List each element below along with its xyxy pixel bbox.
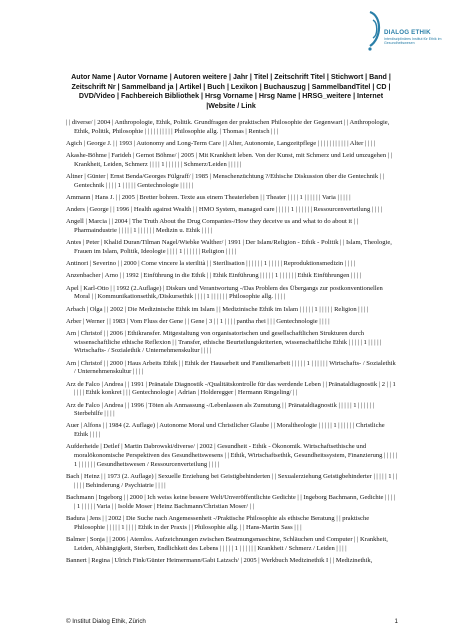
list-item: Apel | Karl-Otto | | 1992 (2.Auflage) | Diskurs und Verantwortung -/Das Problem des Übergangs zur postkonventionellen Moral | | Kommunikationsethik,/Diskursethik | | | | 1 | | | | | | Philosophie allg. | | | | — [66, 284, 383, 301]
dialog-ethik-logo-icon — [366, 8, 384, 52]
list-item: Anders | George | | 1996 | Health against Wealth | | HMO System, managed care | | | | | 1 | | | | | | Ressourcenverteilung | | | | — [66, 206, 383, 214]
list-item: Arn | Christof | | 2000 | Haus Arbeits Ethik | | Ethik der Hausarbeit und Familienarbeit | | | | | 1 | | | | | | Wirtschafts- / Sozialethik / Unternehmenskultur | | | | — [66, 359, 396, 376]
list-item: Balmer | Sonja | | 2006 | Atemlos. Aufzeichnungen zwischen Beatmungsmaschine, Schläuchen und Computer | | Krankheit, Leiden, Abhängigkeit, Sterben, Endlichkeit des Lebens | | | | | 1 | | | | | | Krankheit / Schmerz / Leiden | | | | — [66, 535, 388, 552]
list-item: Ammann | Hans J. | | 2005 | Bretter bohren. Texte aus einem Theaterleben | | Theater | | | | 1 | | | | | | Varia | | | | | — [66, 194, 351, 201]
column-header: Autor Name | Autor Vorname | Autoren weitere | Jahr | Titel | Zeitschrift Titel | Stichwort | Band | Zeitschrift Nr | Sammelband ja | Artikel | Buch | Lexikon | Buchauszug | SammelbandTitel | CD | DVD/Video | Fachbereich Bibliothek | Hrsg Vorname | Hrsg Name | HRSG_weitere | Internet |Website / Link — [71, 73, 391, 110]
dialog-ethik-logo — [366, 8, 446, 56]
footer-copyright: © Institut Dialog Ethik, Zürich — [66, 618, 146, 625]
list-item: Altner | Günter | Ernst Benda/Georges Fülgraff/ | 1985 | Menschenzüchtung ?/Ethische Diskussion über die Gentechnik | | Gentechnik | | | | 1 | | | | | Gentechnologie | | | | | — [66, 173, 384, 189]
list-item: Arz de Falco | Andrea | | 1996 | Töten als Anmassung -/Lebenlassen als Zumutung | | Pränataldiagnostik | | | | | 1 | | | | | | Sterbehilfe | | | | — [66, 401, 375, 418]
page-number: 1 — [394, 618, 398, 625]
list-item: Arz de Falco | Andrea | | 1991 | Pränatale Diagnostik -/Qualitätskontrolle für das werdende Leben | | Pränataldiagnostik | 2 | | 1 | | | | Ethik konkret | | | Gentechnologie | Adrian | Holderegger | Hermann Ringeling/ | | — [66, 380, 396, 397]
list-item: Auer | Alfons | | 1984 (2. Auflage) | Autonome Moral und Christlicher Glaube | | Moraltheologie | | | | | 1 | | | | | | Christliche Ethik | | | | — [66, 422, 385, 439]
list-item: Anzenbacher | Arno | | 1992 | Einführung in die Ethik | | Ethik Einführung | | | | | 1 | | | | | | Ethik Einführungen | | | | — [66, 272, 362, 280]
list-item: Aufderheide | Detlef | Martin Dabrowski/diverse/ | 2002 | Gesundheit - Ethik - Ökonomik. Wirtschaftsethische und moralökonomische Perspektiven des Gesundheitswesens | | Ethik, Wirtschaftsethik, Gesundheitssystem, Finanzierung | | | | | 1 | | | | | | Gesundheitswesen / Ressourcenverteilung | | | | — [66, 443, 398, 468]
page-footer — [66, 618, 398, 625]
list-item: Arbach | Olga | | 2002 | Die Medizinische Ethik im Islam | | Medizinische Ethik im Islam | | | | | 1 | | | | | Religion | | | | — [66, 305, 369, 313]
list-item: Bach | Heinz | | 1973 (2. Auflage) | Sexuelle Erziehung bei Geistigbehinderten | | Sexualerziehung Geistigbehinderter | | | | | 1 | | | | | | Behinderung / Psychiatrie | | | | — [66, 473, 398, 489]
list-item: Arber | Werner | | 1983 | Vom Fluss der Gene | | Gene | 3 | | 1 | | | | pantha rhei | | | Gentechnologie | | | | — [66, 317, 330, 325]
list-item: Antinori | Severino | | 2000 | Come vincere la sterilità | | Sterilisation | | | | | | 1 | | | | | Reproduktionsmedizin | | | | — [66, 260, 355, 268]
entry-list — [66, 119, 398, 569]
list-item: Antes | Peter | Khalid Duran/Tilman Nagel/Wiebke Walther/ | 1991 | Der Islam/Religion - Ethik - Politik | | Islam, Theologie, Frauen im Islam, Politik, Ideologie | | | | 1 | | | | | | Religion | | | | — [66, 239, 392, 256]
list-item: Arn | Christof | | 2006 | Ethikransfer. Mitgestaltung von organisatorischen und gesellschaftlichen Strukturen durch wissenschaftliche ethische Reflexion | | Transfer, ethische Beurteilungskriterien, wissenschaftliche Ethik | | | | | 1 | | | | | Wirtschafts- / Sozialethik / Unternehmenskultur | | | | — [66, 329, 382, 355]
list-item: Agich | George J. | | 1993 | Autonomy and Long-Term Care | | Alter, Autonomie, Langzeitpflege | | | | | | | | | | | Alter | | | | — [66, 139, 376, 147]
list-item: Bannert | Regina | Ulrich Fink/Günter Heimermann/Gabi Latzsch/ | 2005 | Werkbuch Medizinethik I | | Medizinethik, — [66, 556, 373, 564]
list-item: Angell | Marcia | | 2004 | The Truth About the Drug Companies-/How they deceive us and what to do about it | | Pharmaindustrie | | | | | 1 | | | | | | Medizin u. Ethik | | | | — [66, 218, 358, 235]
list-item: Bachmann | Ingeborg | | 2000 | Ich weiss keine bessere Welt/Unveröffentlichte Gedichte | | Ingeborg Bachmann, Gedichte | | | | | 1 | | | | | Varia | | Isolde Moser | Heinz Bachmann/Christian Moser/ | | — [66, 494, 396, 510]
list-item: Akashe-Böhme | Farideh | Gernot Böhme/ | 2005 | Mit Krankheit leben. Von der Kunst, mit Schmerz und Leid umzugehen | | Krankheit, Leiden, Schmerz | | | | 1 | | | | | | Schmerz/Leiden | | | | | — [66, 152, 392, 168]
list-item: | | diverse/ | 2004 | Anthropologie, Ethik, Politik. Grundfragen der praktischen Philosophie der Gegenwart | | Anthropologie, Ethik, Politik, Philosophie | | | | | | | | | | Philosophie allg. | Thomas | Rentsch | | | — [66, 119, 390, 135]
list-item: Badura | Jens | | 2002 | Die Suche nach Angemessenheit -/Praktische Philosophie als ethische Beratung | | praktische Philosophie | | | | | 1 | | | | Ethik in der Praxis | | Philosophie allg. | | Hans-Martin Sass | | | — [66, 514, 370, 531]
logo-tagline: Interdisziplinäres Institut für Ethik im Gesundheitswesen — [384, 37, 442, 46]
logo-name: DIALOG ETHIK — [384, 29, 431, 36]
